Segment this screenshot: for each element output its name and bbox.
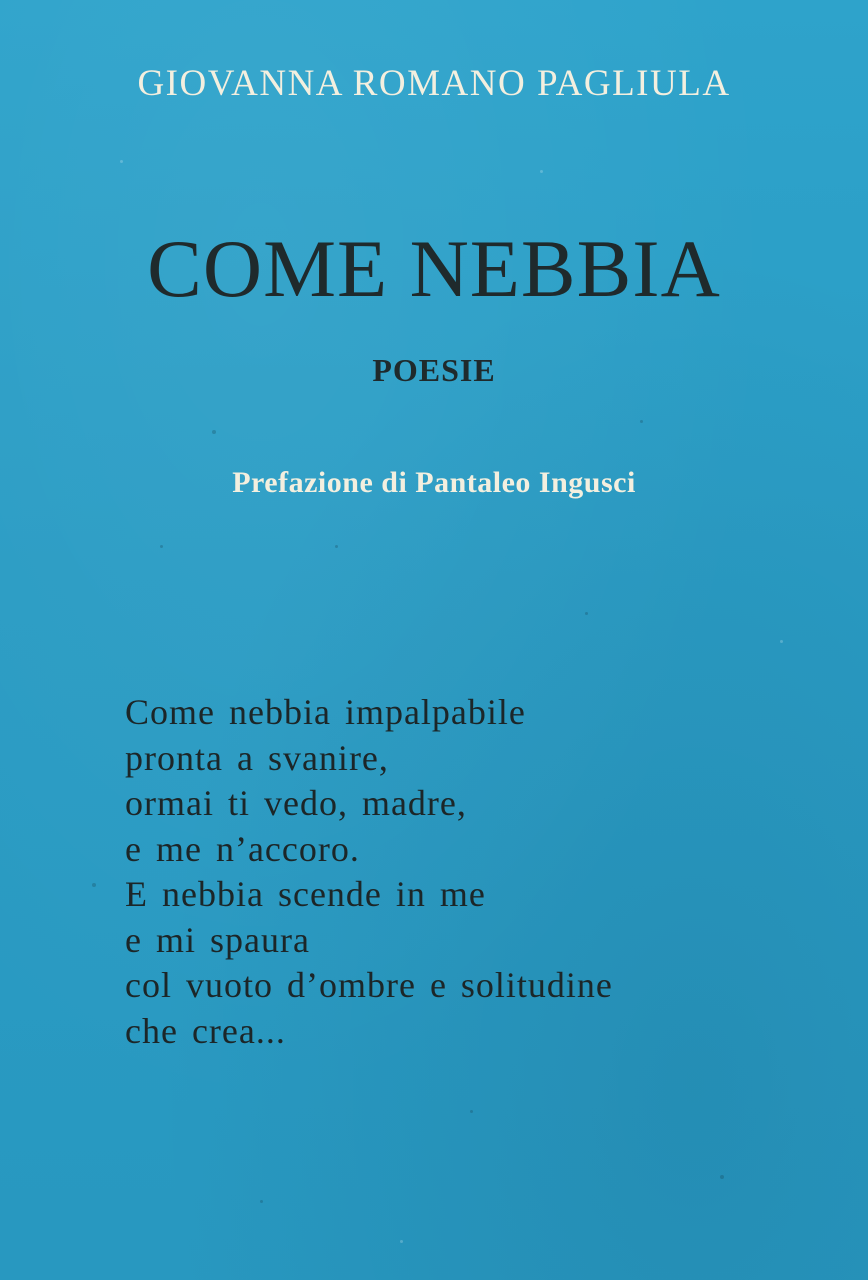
- paper-speck: [120, 160, 123, 163]
- preface-credit: Prefazione di Pantaleo Ingusci: [232, 466, 636, 499]
- book-title: COME NEBBIA: [147, 223, 721, 314]
- paper-speck: [160, 545, 163, 548]
- poem-line: che crea...: [125, 1010, 286, 1051]
- paper-speck: [585, 612, 588, 615]
- paper-speck: [640, 420, 643, 423]
- paper-speck: [780, 640, 783, 643]
- paper-speck: [212, 430, 216, 434]
- author-name: GIOVANNA ROMANO PAGLIULA: [137, 63, 731, 104]
- paper-speck: [335, 545, 338, 548]
- poem-line: e me n’accoro.: [125, 828, 360, 869]
- poem-line: ormai ti vedo, madre,: [125, 783, 467, 823]
- poem-line: e mi spaura: [125, 919, 310, 960]
- paper-speck: [540, 170, 543, 173]
- paper-speck: [470, 1110, 473, 1113]
- book-subtitle: POESIE: [372, 352, 496, 388]
- paper-speck: [92, 883, 96, 887]
- paper-speck: [260, 1200, 263, 1203]
- poem-excerpt: [125, 690, 613, 1054]
- paper-speck: [720, 1175, 724, 1179]
- poem-line: Come nebbia impalpabile: [125, 692, 526, 732]
- poem-line: E nebbia scende in me: [125, 874, 486, 914]
- paper-speck: [400, 1240, 403, 1243]
- poem-line: col vuoto d’ombre e solitudine: [125, 965, 613, 1005]
- poem-line: pronta a svanire,: [125, 737, 389, 778]
